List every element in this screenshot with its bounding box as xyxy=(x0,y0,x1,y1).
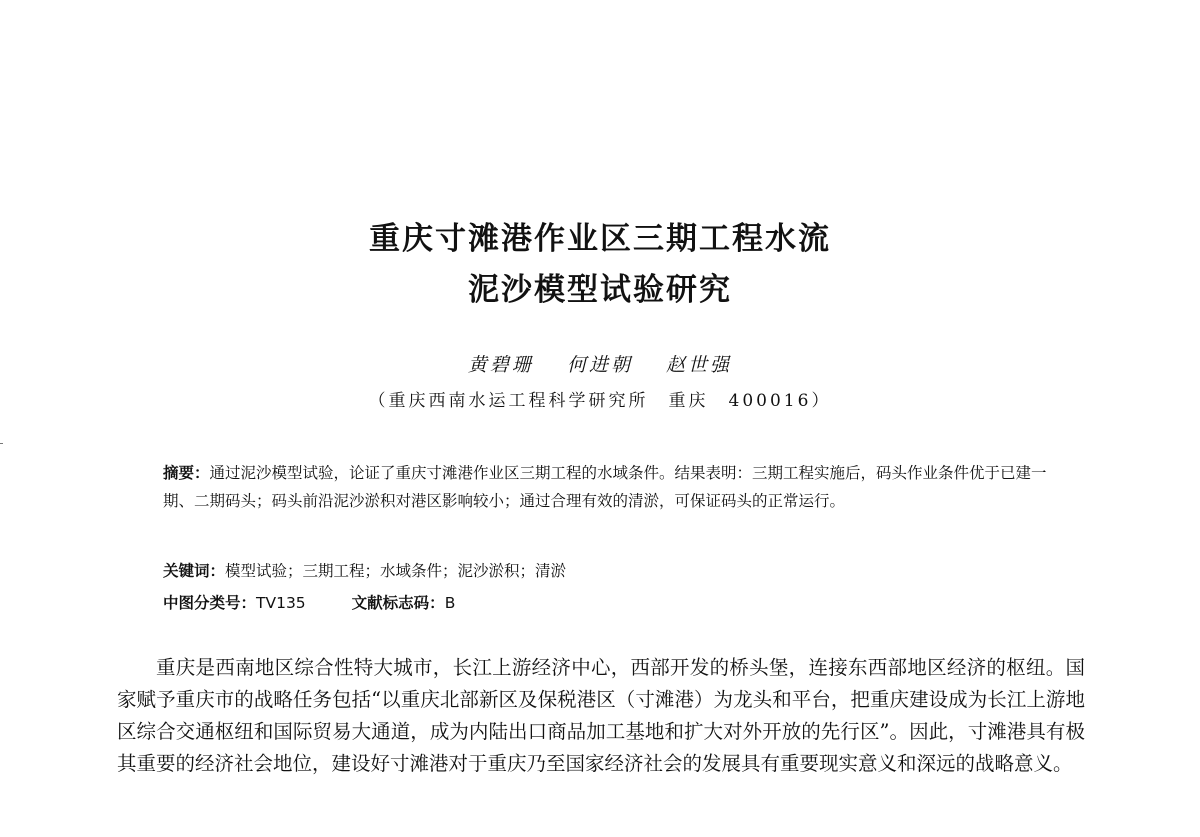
abstract-label: 摘要： xyxy=(163,464,210,482)
clc-value: TV135 xyxy=(256,594,306,612)
paper-title-line-2: 泥沙模型试验研究 xyxy=(468,272,732,308)
margin-mark xyxy=(0,443,3,444)
author-name: 黄碧珊 xyxy=(467,354,534,376)
author-name: 何进朝 xyxy=(566,354,633,376)
paper-title-line-1: 重庆寸滩港作业区三期工程水流 xyxy=(369,221,831,257)
body-paragraph: 重庆是西南地区综合性特大城市，长江上游经济中心，西部开发的桥头堡，连接东西部地区经济的枢纽。国家赋予重庆市的战略任务包括“以重庆北部新区及保税港区（寸滩港）为龙头和平台，把重庆建设成为长江上游地区综合交通枢纽和国际贸易大通道，成为内陆出口商品加工基地和扩大对外开放的先行区”。因此，寸滩港具有极其重要的经济社会地位，建设好寸滩港对于重庆乃至国家经济社会的发展具有重要现实意义和深远的战略意义。 xyxy=(117,656,1085,775)
keywords-label: 关键词： xyxy=(163,562,226,580)
keywords-text: 模型试验；三期工程；水域条件；泥沙淤积；清淤 xyxy=(225,562,567,580)
abstract-text: 通过泥沙模型试验，论证了重庆寸滩港作业区三期工程的水域条件。结果表明：三期工程实施后，码头作业条件优于已建一期、二期码头；码头前沿泥沙淤积对港区影响较小；通过合理有效的清淤，可保证码头的正常运行。 xyxy=(163,464,1047,510)
author-name: 赵世强 xyxy=(666,354,733,376)
author-list xyxy=(0,352,1200,378)
classification-line xyxy=(163,589,1053,617)
author-affiliation: （重庆西南水运工程科学研究所 重庆 400016） xyxy=(368,391,832,411)
keywords xyxy=(163,557,1053,585)
clc-label: 中图分类号： xyxy=(163,594,257,612)
abstract xyxy=(163,459,1053,515)
doc-code-value: B xyxy=(444,594,456,612)
doc-code-label: 文献标志码： xyxy=(351,594,445,612)
